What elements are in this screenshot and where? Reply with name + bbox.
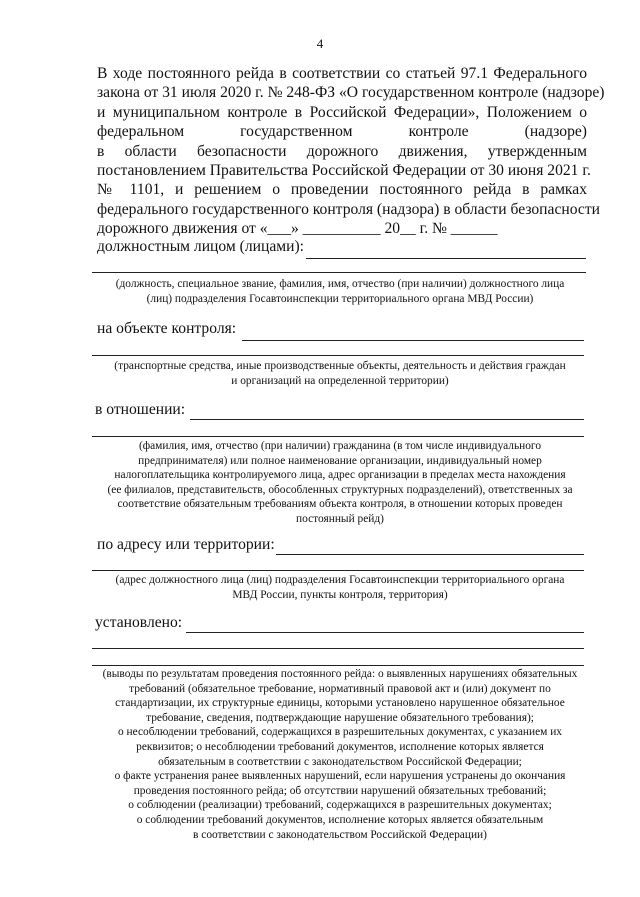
established-caption: (выводы по результатам проведения постоянного рейда: о выявленных нарушениях обязательных требований (обязательное требование, нормативный правовой акт и (или) документ по стандартизации, их структурные единицы, которыми установлено нарушенное обязательное требование, сведения, подтверждающие нарушение обязательного требования); о несоблюдении требований, содержащихся в разрешительных документах, с указанием их реквизитов; о несоблюдении требований документов, исполнение которых является обязательным в соответствии с законодательством Российской Федерации; о факте устранения ранее выявленных нарушений, если нарушения устранены до окончания проведения постоянного рейда; об отсутствии нарушений обязательных требований; о соблюдении (реализации) требований, содержащихся в разрешительных документах; о соблюдении требований документов, исполнение которых является обязательным в соответствии с законодательством Российской Федерации) — [102, 668, 578, 841]
officials-input-line-2[interactable] — [92, 272, 586, 273]
address-caption: (адрес должностного лица (лиц) подразделения Госавтоинспекции территориального органа МВД России, пункты контроля, территория) — [115, 574, 565, 601]
intro-line: федерального государственного контроля (надзора) в области безопасности — [97, 200, 600, 218]
intro-line: в области безопасности дорожного движения, утвержденным — [97, 142, 587, 160]
intro-line: и муниципальном контроле в Российской Федерации», Положением о — [97, 103, 587, 121]
address-label: по адресу или территории: — [97, 536, 275, 553]
officials-label: должностным лицом (лицами): — [97, 238, 304, 255]
intro-line: закона от 31 июля 2020 г. № 248-ФЗ «О государственном контроле (надзоре) — [97, 84, 605, 102]
regarding-input-line-2[interactable] — [92, 436, 584, 437]
intro-line: № 1101, и решением о проведении постоянного рейда в рамках — [97, 181, 587, 199]
officials-caption: (должность, специальное звание, фамилия, имя, отчество (при наличии) должностного лица (лиц) подразделения Госавтоинспекции территориального органа МВД России) — [115, 278, 565, 305]
object-input-line-2[interactable] — [92, 355, 584, 356]
intro-line: дорожного движения от «___» __________ 20__ г. № ______ — [97, 220, 498, 238]
intro-line: постановлением Правительства Российской Федерации от 30 июня 2021 г. — [97, 162, 591, 180]
object-input-line[interactable] — [242, 340, 584, 341]
established-input-line-2[interactable] — [92, 648, 584, 649]
object-label: на объекте контроля: — [97, 320, 237, 337]
object-caption: (транспортные средства, иные производственные объекты, деятельность и действия граждан и организаций на определенной территории) — [114, 360, 566, 387]
intro-paragraph — [97, 64, 605, 239]
officials-input-line[interactable] — [306, 258, 586, 259]
regarding-input-line[interactable] — [190, 419, 584, 420]
established-input-line[interactable] — [186, 632, 584, 633]
regarding-label: в отношении: — [95, 401, 186, 418]
intro-line: В ходе постоянного рейда в соответствии со статьей 97.1 Федерального — [97, 65, 587, 82]
address-input-line[interactable] — [276, 554, 584, 555]
regarding-caption: (фамилия, имя, отчество (при наличии) гражданина (в том числе индивидуального предпринимателя) или полное наименование организации, индивидуальный номер налогоплательщика контролируемого лица, адрес организации в пределах места нахождения (ее филиалов, представительств, обособленных структурных подразделений), ответственных за соответствие обязательным требованиям объекта контроля, в отношении которых проведен постоянный рейд) — [107, 440, 573, 525]
intro-line: федеральном государственном контроле (надзоре) — [97, 123, 587, 141]
address-input-line-2[interactable] — [92, 570, 584, 571]
established-input-line-3[interactable] — [92, 665, 584, 666]
established-label: установлено: — [95, 614, 183, 631]
page-number: 4 — [316, 36, 324, 51]
